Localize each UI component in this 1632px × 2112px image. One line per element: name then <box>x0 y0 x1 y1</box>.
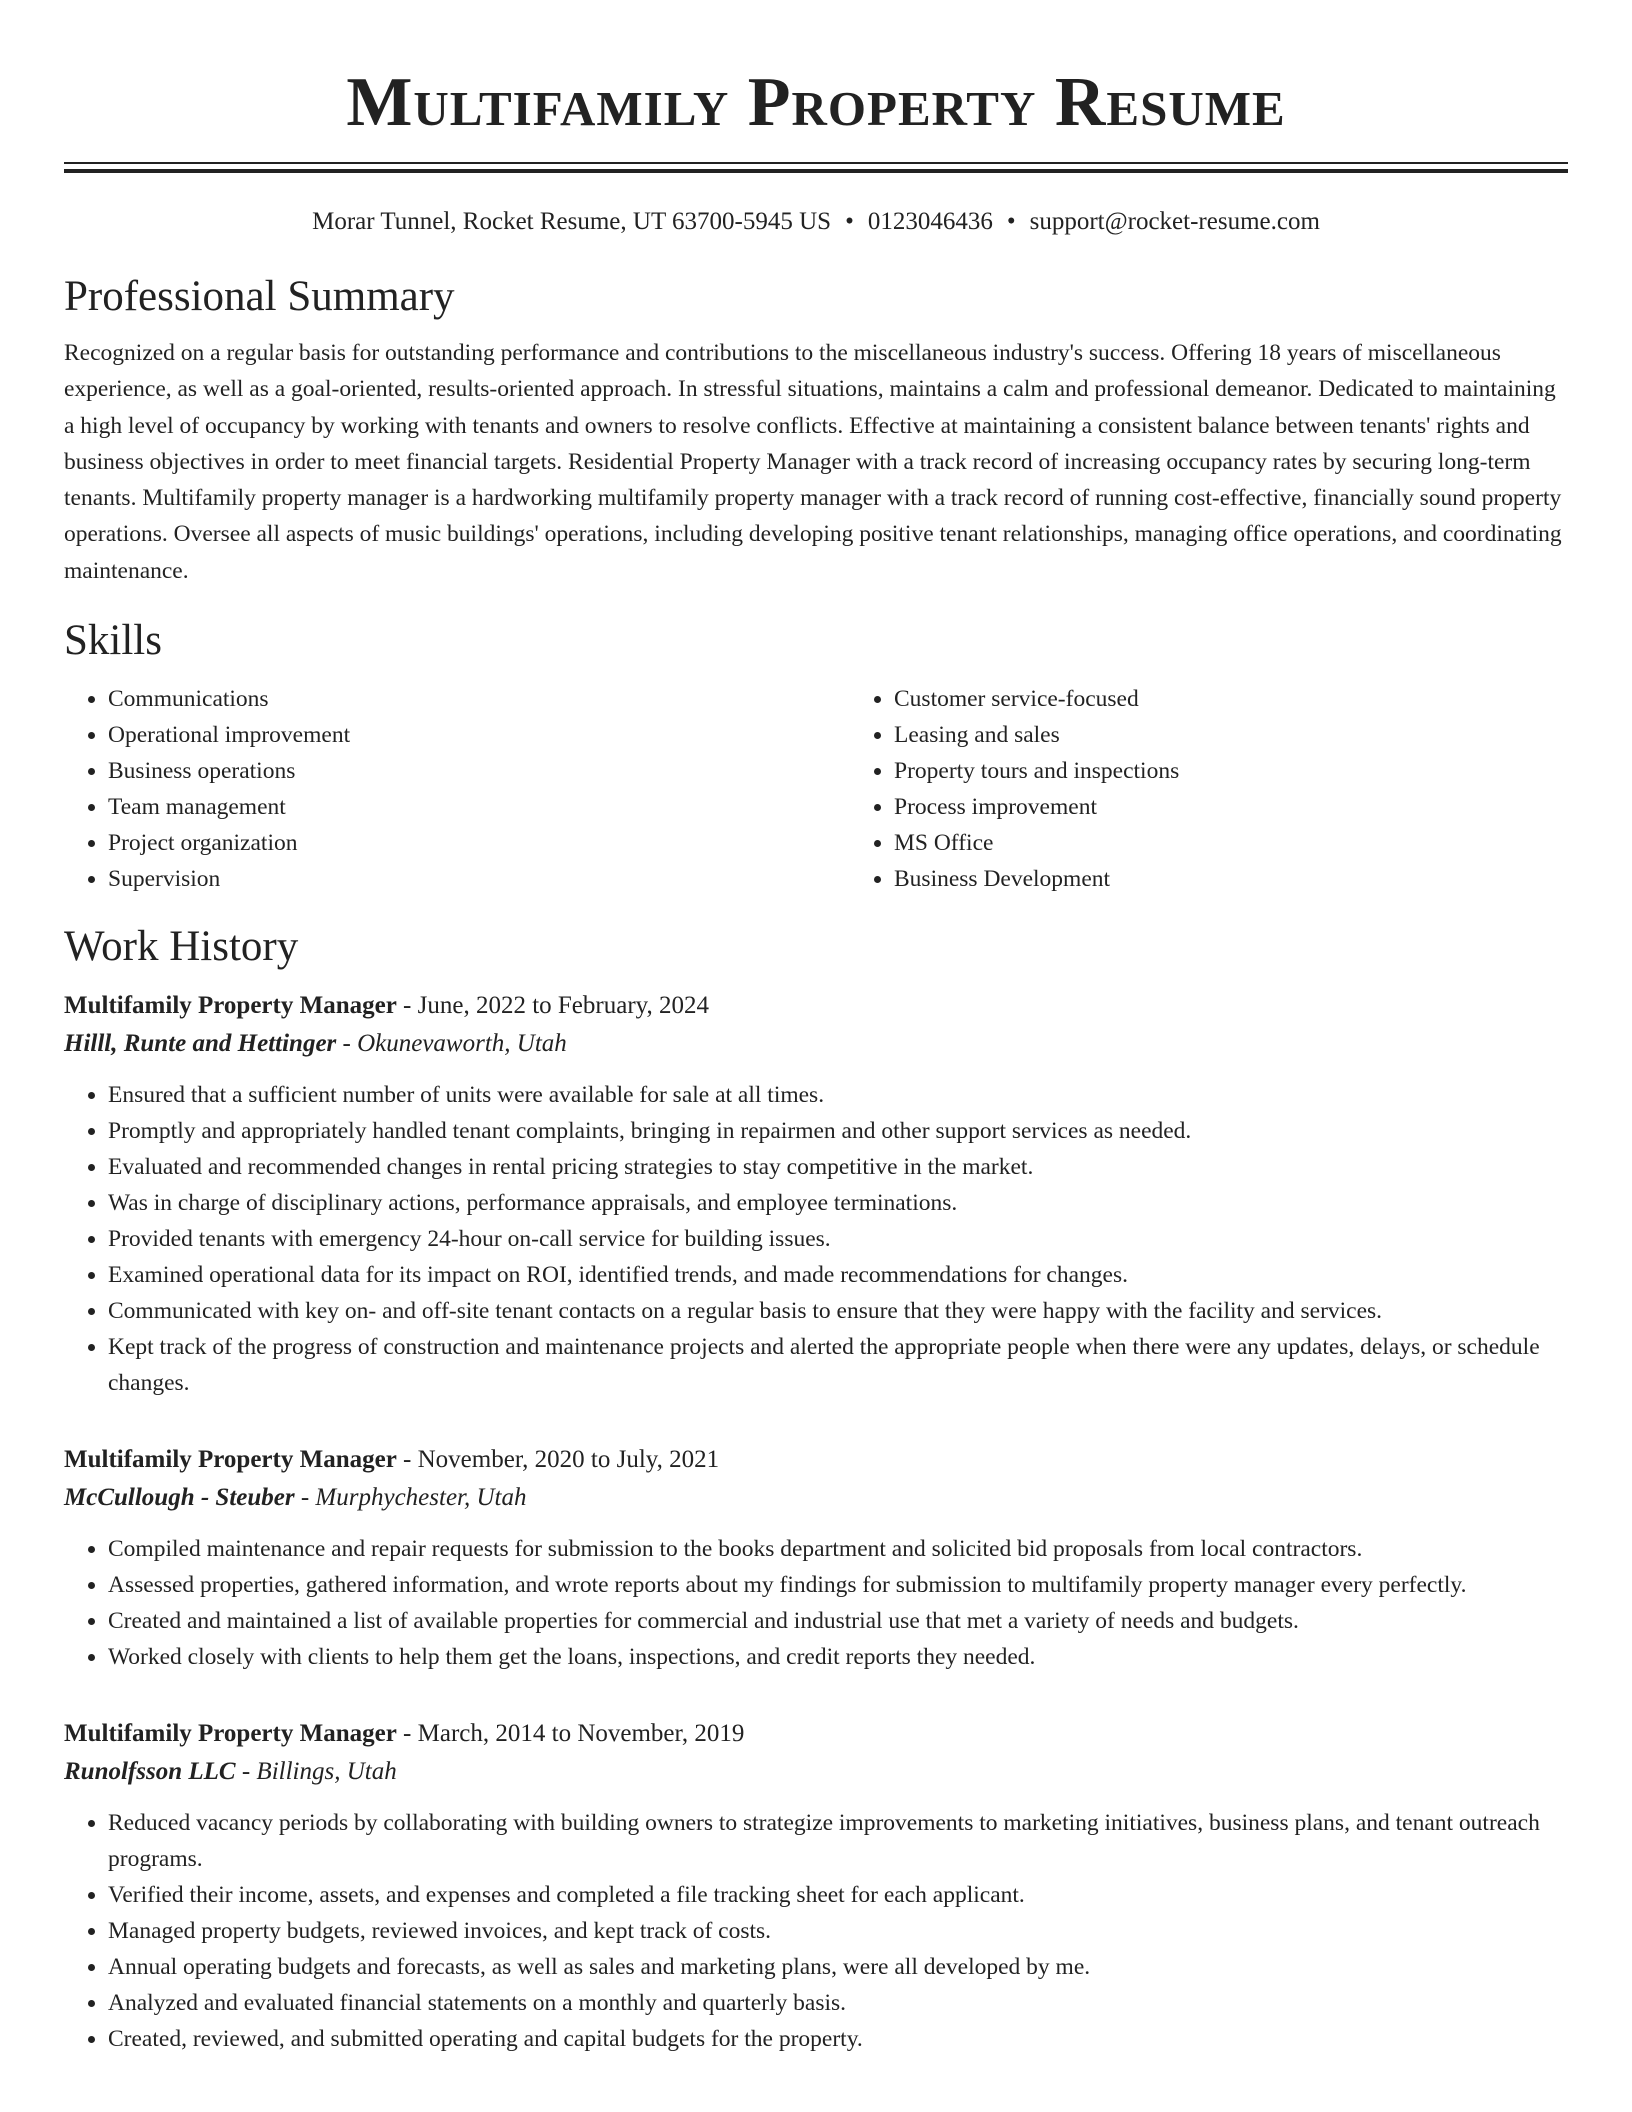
work-history-heading: Work History <box>64 923 299 971</box>
job-company: Hilll, Runte and Hettinger <box>64 1030 337 1058</box>
divider-thin-line <box>64 162 1568 164</box>
contact-line <box>64 205 1568 239</box>
job-duty: • Managed property budgets, reviewed invoices, and kept track of costs. <box>108 1913 1568 1949</box>
skill-item: • Property tours and inspections <box>894 753 1632 789</box>
contact-address: Morar Tunnel, Rocket Resume, UT 63700-5945 US <box>312 208 832 235</box>
job-duty: • Promptly and appropriately handled tenant complaints, bringing in repairmen and other support services as needed. <box>108 1113 1568 1149</box>
job-duty: • Examined operational data for its impact on ROI, identified trends, and made recommendations for changes. <box>108 1257 1568 1293</box>
job-location: - Billings, Utah <box>235 1758 397 1786</box>
job-company-line <box>64 1025 1568 1063</box>
job-title-line <box>64 1715 1568 1753</box>
contact-email[interactable]: support@rocket-resume.com <box>1029 208 1320 235</box>
job-duty: • Assessed properties, gathered information, and wrote reports about my findings for submission to multifamily property manager every perfectly. <box>108 1567 1568 1603</box>
job-duties-list <box>64 1531 1568 1675</box>
job-duties-list <box>64 1805 1568 2057</box>
skill-item: • Business operations <box>108 753 850 789</box>
job-role: Multifamily Property Manager <box>64 1446 397 1474</box>
job-dates: - June, 2022 to February, 2024 <box>396 992 710 1020</box>
job-company: Runolfsson LLC <box>64 1758 236 1786</box>
job-duties-list <box>64 1077 1568 1401</box>
job-location: - Okunevaworth, Utah <box>336 1030 567 1058</box>
job-duty: • Was in charge of disciplinary actions, performance appraisals, and employee terminations. <box>108 1185 1568 1221</box>
job-duty: • Compiled maintenance and repair requests for submission to the books department and solicited bid proposals from local contractors. <box>108 1531 1568 1567</box>
job-role: Multifamily Property Manager <box>64 992 397 1020</box>
summary-text: Recognized on a regular basis for outstanding performance and contributions to the miscellaneous industry's success. Offering 18 years of miscellaneous experience, as well as a goal-oriented, results-oriented approach. In stressful situations, maintains a calm and professional demeanor. Dedicated to maintaining a high level of occupancy by working with tenants and owners to resolve conflicts. Effective at maintaining a consistent balance between tenants' rights and business objectives in order to meet financial targets. Residential Property Manager with a track record of increasing occupancy rates by securing long-term tenants. Multifamily property manager is a hardworking multifamily property manager with a track record of running cost-effective, financially sound property operations. Oversee all aspects of music buildings' operations, including developing positive tenant relationships, managing office operations, and coordinating maintenance. <box>64 340 1562 584</box>
job-entry <box>64 1441 1568 1675</box>
job-company-line <box>64 1479 1568 1517</box>
skill-item: • Business Development <box>894 861 1632 897</box>
resume-title: Multifamily Property Resume <box>346 64 1286 141</box>
job-duty: • Worked closely with clients to help them get the loans, inspections, and credit reports they needed. <box>108 1639 1568 1675</box>
job-role: Multifamily Property Manager <box>64 1720 397 1748</box>
job-duty: • Evaluated and recommended changes in rental pricing strategies to stay competitive in the market. <box>108 1149 1568 1185</box>
job-dates: - March, 2014 to November, 2019 <box>396 1720 745 1748</box>
skill-item: • Process improvement <box>894 789 1632 825</box>
skill-item: • Customer service-focused <box>894 681 1632 717</box>
skill-item: • Leasing and sales <box>894 717 1632 753</box>
job-duty: • Created, reviewed, and submitted operating and capital budgets for the property. <box>108 2021 1568 2057</box>
skills-heading: Skills <box>64 617 162 665</box>
contact-separator: • <box>1006 208 1016 235</box>
job-company-line <box>64 1753 1568 1791</box>
title-divider <box>64 162 1568 173</box>
job-location: - Murphychester, Utah <box>294 1484 527 1512</box>
skills-list-left <box>64 681 850 897</box>
job-duty: • Annual operating budgets and forecasts, as well as sales and marketing plans, were all developed by me. <box>108 1949 1568 1985</box>
job-entry <box>64 1715 1568 2057</box>
skills-list-right <box>850 681 1632 897</box>
summary-heading: Professional Summary <box>64 273 455 320</box>
contact-phone[interactable]: 0123046436 <box>867 208 993 235</box>
job-duty: • Analyzed and evaluated financial statements on a monthly and quarterly basis. <box>108 1985 1568 2021</box>
skill-item: • Communications <box>108 681 850 717</box>
job-company: McCullough - Steuber <box>64 1484 295 1512</box>
job-dates: - November, 2020 to July, 2021 <box>396 1446 720 1474</box>
job-duty: • Reduced vacancy periods by collaborating with building owners to strategize improvements to marketing initiatives, business plans, and tenant outreach programs. <box>108 1805 1568 1877</box>
job-duty: • Communicated with key on- and off-site tenant contacts on a regular basis to ensure that they were happy with the facility and services. <box>108 1293 1568 1329</box>
skill-item: • Team management <box>108 789 850 825</box>
skill-item: • Supervision <box>108 861 850 897</box>
job-duty: • Verified their income, assets, and expenses and completed a file tracking sheet for each applicant. <box>108 1877 1568 1913</box>
divider-thick-line <box>64 169 1568 173</box>
contact-separator: • <box>845 208 854 235</box>
job-duty: • Ensured that a sufficient number of units were available for sale at all times. <box>108 1077 1568 1113</box>
job-duty: • Created and maintained a list of available properties for commercial and industrial use that met a variety of needs and budgets. <box>108 1603 1568 1639</box>
skill-item: • MS Office <box>894 825 1632 861</box>
skill-item: • Project organization <box>108 825 850 861</box>
job-duty: • Kept track of the progress of construction and maintenance projects and alerted the appropriate people when there were any updates, delays, or schedule changes. <box>108 1329 1568 1401</box>
job-title-line <box>64 1441 1568 1479</box>
job-title-line <box>64 987 1568 1025</box>
skills-columns <box>64 681 1568 897</box>
job-duty: • Provided tenants with emergency 24-hour on-call service for building issues. <box>108 1221 1568 1257</box>
job-entry <box>64 987 1568 1401</box>
skill-item: • Operational improvement <box>108 717 850 753</box>
